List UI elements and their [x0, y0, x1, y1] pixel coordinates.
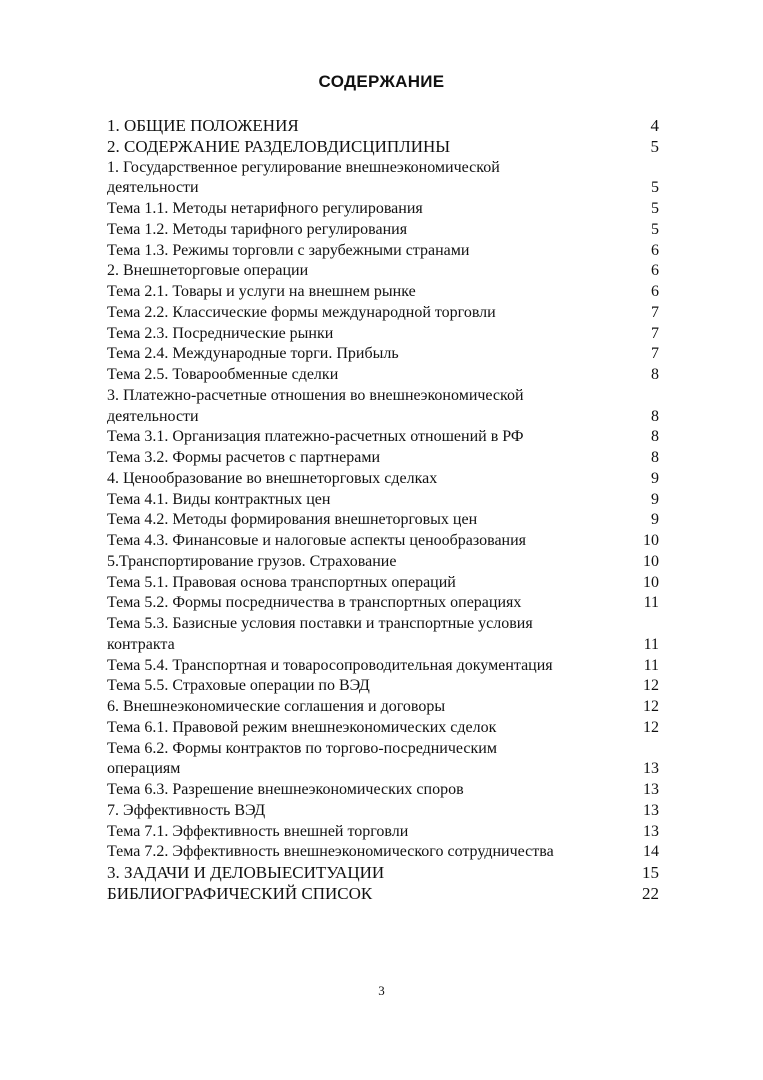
toc-entry-page: 9 — [651, 469, 659, 487]
toc-entry-title: Тема 4.3. Финансовые и налоговые аспекты ценообразования — [107, 532, 527, 549]
toc-entry[interactable] — [107, 386, 659, 407]
toc-entry-title: Тема 3.1. Организация платежно-расчетных отношений в РФ — [107, 428, 524, 446]
toc-entry-title: Тема 6.3. Разрешение внешнеэкономических споров — [107, 781, 464, 798]
toc-entry-title: 1. Государственное регулирование внешнеэкономической — [107, 158, 500, 176]
toc-entry[interactable] — [107, 842, 659, 863]
toc-entry-title: Тема 6.2. Формы контрактов по торгово-посредническим — [107, 739, 497, 757]
toc-entry-title: деятельности — [107, 407, 199, 425]
page-number: 3 — [378, 983, 385, 998]
toc-entry[interactable] — [107, 469, 659, 490]
toc-entry[interactable] — [107, 635, 659, 656]
toc-entry-title: 3. ЗАДАЧИ И ДЕЛОВЫЕСИТУАЦИИ — [107, 863, 385, 882]
toc-entry[interactable] — [107, 427, 659, 448]
toc-entry[interactable] — [107, 137, 659, 158]
toc-entry[interactable] — [107, 552, 659, 573]
toc-entry[interactable] — [107, 573, 659, 594]
toc-entry-page: 7 — [651, 324, 659, 342]
page-title: СОДЕРЖАНИЕ — [318, 72, 445, 91]
toc-entry-title: Тема 2.3. Посреднические рынки — [107, 324, 334, 342]
toc-entry[interactable] — [107, 614, 659, 635]
toc-entry[interactable] — [107, 510, 659, 531]
toc-entry-page: 10 — [643, 552, 659, 570]
toc-entry[interactable] — [107, 178, 659, 199]
toc-entry[interactable] — [107, 282, 659, 303]
toc-entry-title: Тема 5.3. Базисные условия поставки и транспортные условия — [107, 615, 533, 632]
toc-entry-title: Тема 2.5. Товарообменные сделки — [107, 366, 339, 383]
toc-entry-title: Тема 5.1. Правовая основа транспортных операций — [107, 573, 456, 591]
toc-entry-page: 6 — [651, 283, 659, 300]
toc-entry-title: 3. Платежно-расчетные отношения во внешнеэкономической — [107, 386, 524, 404]
toc-entry[interactable] — [107, 697, 659, 718]
toc-entry[interactable] — [107, 116, 659, 137]
toc-entry-title: Тема 5.2. Формы посредничества в транспортных операциях — [107, 594, 522, 612]
toc-entry-page: 5 — [650, 136, 659, 156]
toc-entry[interactable] — [107, 448, 659, 469]
toc-entry-title: Тема 6.1. Правовой режим внешнеэкономических сделок — [107, 718, 497, 736]
toc-entry[interactable] — [107, 759, 659, 780]
toc-entry-title: Тема 1.2. Методы тарифного регулирования — [107, 220, 408, 238]
toc-entry-title: деятельности — [107, 179, 199, 197]
toc-entry-title: 1. ОБЩИЕ ПОЛОЖЕНИЯ — [107, 116, 299, 135]
toc-entry-page: 22 — [642, 883, 659, 903]
toc-entry-page: 13 — [643, 822, 659, 840]
toc-entry-title: Тема 2.4. Международные торги. Прибыль — [107, 345, 399, 363]
toc-entry-page: 13 — [643, 781, 659, 798]
toc-entry-title: 7. Эффективность ВЭД — [107, 801, 266, 819]
toc-entry[interactable] — [107, 365, 659, 386]
toc-entry-page: 12 — [643, 677, 659, 695]
toc-entry-title: Тема 4.1. Виды контрактных цен — [107, 490, 331, 508]
toc-entry-page: 13 — [643, 760, 659, 778]
toc-entry[interactable] — [107, 220, 659, 241]
toc-entry-page: 7 — [651, 303, 659, 321]
toc-entry-page: 12 — [643, 718, 659, 736]
toc-entry-title: БИБЛИОГРАФИЧЕСКИЙ СПИСОК — [107, 883, 373, 903]
toc-entry-title: контракта — [107, 635, 175, 653]
toc-entry[interactable] — [107, 739, 659, 760]
toc-entry[interactable] — [107, 531, 659, 552]
toc-entry-page: 13 — [643, 801, 659, 819]
toc-entry-title: 6. Внешнеэкономические соглашения и договоры — [107, 698, 446, 715]
toc-entry-title: Тема 1.3. Режимы торговли с зарубежными странами — [107, 241, 470, 259]
toc-entry-title: Тема 2.2. Классические формы международной торговли — [107, 303, 496, 321]
toc-entry[interactable] — [107, 241, 659, 262]
toc-entry-page: 8 — [651, 428, 659, 446]
toc-entry-page: 5 — [651, 179, 659, 197]
toc-entry[interactable] — [107, 593, 659, 614]
toc-entry-title: Тема 7.2. Эффективность внешнеэкономического сотрудничества — [107, 843, 554, 861]
toc-entry-page: 14 — [643, 843, 659, 861]
table-of-contents — [107, 116, 659, 905]
toc-entry[interactable] — [107, 718, 659, 739]
toc-entry-page: 7 — [651, 345, 659, 363]
toc-entry-title: Тема 4.2. Методы формирования внешнеторговых цен — [107, 511, 478, 529]
toc-entry[interactable] — [107, 261, 659, 282]
toc-entry[interactable] — [107, 303, 659, 324]
toc-entry-title: 4. Ценообразование во внешнеторговых сделках — [107, 469, 438, 487]
toc-entry[interactable] — [107, 407, 659, 428]
toc-entry-page: 12 — [643, 698, 659, 715]
toc-entry-title: Тема 5.5. Страховые операции по ВЭД — [107, 677, 370, 695]
toc-entry-page: 5 — [651, 200, 659, 217]
toc-entry-page: 8 — [651, 407, 659, 425]
toc-entry[interactable] — [107, 884, 659, 905]
toc-entry-page: 6 — [651, 262, 659, 280]
toc-entry-title: 2. Внешнеторговые операции — [107, 262, 309, 280]
toc-entry-page: 15 — [642, 863, 659, 882]
toc-entry[interactable] — [107, 324, 659, 345]
toc-entry-title: 5.Транспортирование грузов. Страхование — [107, 552, 397, 570]
toc-entry-title: Тема 5.4. Транспортная и товаросопроводительная документация — [107, 656, 553, 674]
toc-entry[interactable] — [107, 158, 659, 179]
toc-entry-page: 8 — [651, 366, 659, 383]
toc-entry-page: 11 — [643, 594, 659, 612]
toc-entry-page: 10 — [643, 532, 659, 549]
toc-entry[interactable] — [107, 780, 659, 801]
toc-entry-title: Тема 1.1. Методы нетарифного регулирования — [107, 200, 423, 217]
toc-entry-title: Тема 7.1. Эффективность внешней торговли — [107, 822, 409, 840]
toc-entry-title: Тема 3.2. Формы расчетов с партнерами — [107, 449, 381, 466]
toc-entry[interactable] — [107, 490, 659, 511]
toc-entry-title: 2. СОДЕРЖАНИЕ РАЗДЕЛОВДИСЦИПЛИНЫ — [107, 136, 451, 156]
toc-entry-page: 11 — [643, 635, 659, 653]
toc-entry[interactable] — [107, 344, 659, 365]
toc-entry-page: 8 — [651, 449, 659, 466]
toc-entry[interactable] — [107, 801, 659, 822]
toc-entry-title: Тема 2.1. Товары и услуги на внешнем рынке — [107, 283, 416, 300]
toc-entry-page: 10 — [643, 573, 659, 591]
toc-entry-page: 9 — [651, 490, 659, 508]
toc-entry[interactable] — [107, 199, 659, 220]
toc-entry[interactable] — [107, 676, 659, 697]
toc-entry-title: операциям — [107, 760, 181, 778]
toc-entry-page: 11 — [643, 656, 659, 674]
toc-entry-page: 4 — [650, 116, 659, 135]
toc-entry[interactable] — [107, 656, 659, 677]
toc-entry[interactable] — [107, 863, 659, 884]
toc-entry-page: 6 — [651, 241, 659, 259]
toc-entry-page: 5 — [651, 220, 659, 238]
toc-entry[interactable] — [107, 822, 659, 843]
toc-entry-page: 9 — [651, 511, 659, 529]
